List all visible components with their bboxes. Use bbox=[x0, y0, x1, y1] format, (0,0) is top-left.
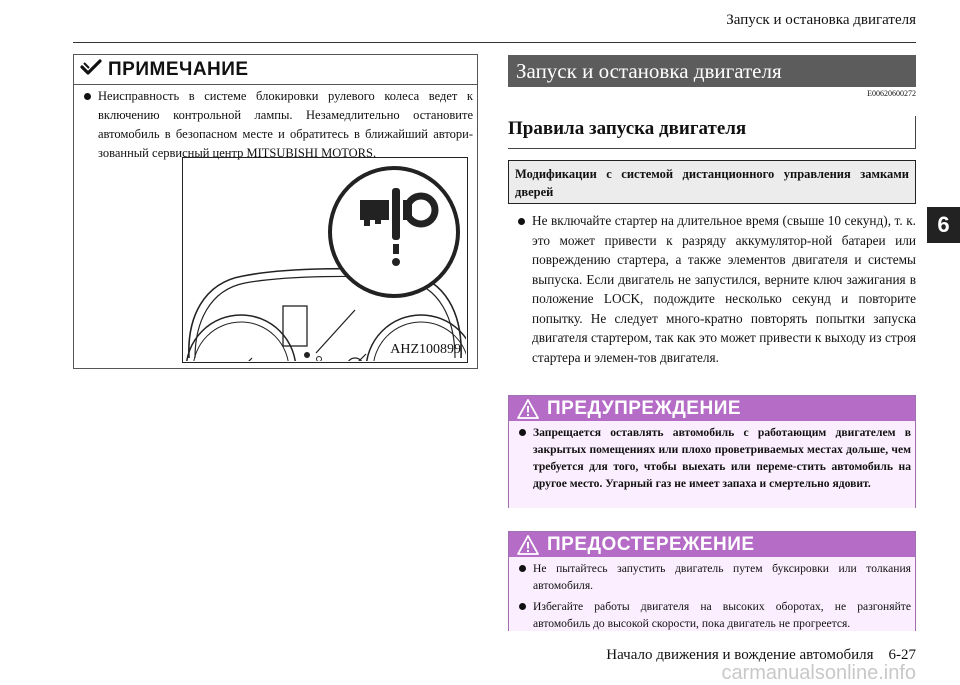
caution-box bbox=[508, 531, 916, 631]
caution-body bbox=[509, 557, 915, 631]
watermark: carmanualsonline.info bbox=[721, 662, 916, 684]
figure-id: AHZ100899 bbox=[390, 342, 461, 357]
caution-item bbox=[533, 560, 911, 594]
caution-item-text: Не пытайтесь запустить двигатель путем буксировки или толкания автомобиля. bbox=[533, 562, 911, 592]
instrument-cluster-illustration bbox=[183, 158, 466, 361]
modification-box: Модификации с системой дистанционного управления замками дверей bbox=[508, 160, 916, 204]
note-text-item bbox=[98, 87, 473, 163]
subsection-edge bbox=[915, 116, 916, 149]
bullet-icon bbox=[519, 603, 526, 610]
section-title: Запуск и остановка двигателя bbox=[516, 58, 782, 83]
warning-box bbox=[508, 395, 916, 508]
header-divider bbox=[73, 42, 916, 43]
start-rules-paragraph bbox=[532, 211, 916, 367]
note-box bbox=[73, 54, 478, 369]
warning-body bbox=[509, 421, 915, 508]
warning-text: Запрещается оставлять автомобиль с работающим двигателем в закрытых помещениях или плохо проветриваемых местах дольше, чем требуется для того, чтобы выехать или переме-стить автомобиль на другое место. Угарный газ не имеет запаха и смертельно ядовит. bbox=[533, 426, 911, 490]
start-rules-text: Не включайте стартер на длительное время (свыше 10 секунд), т. к. это может привести к разряду аккумулятор-ной батареи или повреждению стартера, а также элементов двигателя и системы выпуска. Если двигатель не запустился, верните ключ зажигания в положение LOCK, подождите несколько секунд и повторите попытку. Не следует много-кратно повторять попытки запуска двигателя стартером, так как это может привести к выходу из строя стартера и элемен-тов двигателя. bbox=[532, 213, 916, 365]
subsection-divider bbox=[508, 148, 916, 149]
subsection-title: Правила запуска двигателя bbox=[508, 118, 747, 139]
page-footer: Начало движения и вождение автомобиля 6-27 bbox=[606, 647, 916, 663]
note-text: Неисправность в системе блокировки рулевого колеса ведет к включению контрольной лампы. Незамедлительно остановите автомобиль в безопасном месте и обратитесь в ближайший автори-зованный сервисный центр MITSUBISHI MOTORS. bbox=[98, 89, 473, 160]
warning-label: ПРЕДУПРЕЖДЕНИЕ bbox=[547, 397, 742, 419]
chapter-tab: 6 bbox=[927, 207, 960, 243]
warning-triangle-icon bbox=[517, 399, 539, 419]
warning-text-item bbox=[533, 424, 911, 492]
section-code: E00620600272 bbox=[867, 89, 916, 98]
bullet-icon bbox=[84, 93, 91, 100]
warning-triangle-icon bbox=[517, 535, 539, 555]
bullet-icon bbox=[519, 429, 526, 436]
bullet-icon bbox=[518, 218, 525, 225]
note-label: ПРИМЕЧАНИЕ bbox=[108, 59, 249, 80]
pencil-check-icon bbox=[80, 59, 102, 82]
bullet-icon bbox=[519, 565, 526, 572]
caution-label: ПРЕДОСТЕРЕЖЕНИЕ bbox=[547, 533, 755, 555]
caution-list bbox=[533, 560, 911, 636]
page-header-title: Запуск и остановка двигателя bbox=[726, 12, 916, 28]
caution-item-text: Избегайте работы двигателя на высоких оборотах, не разгоняйте автомобиль до высокой скорости, пока двигатель не прогреется. bbox=[533, 600, 911, 630]
caution-item bbox=[533, 598, 911, 632]
warning-header bbox=[509, 396, 915, 421]
instrument-cluster-figure bbox=[182, 157, 468, 363]
caution-header bbox=[509, 532, 915, 557]
note-divider bbox=[74, 84, 477, 85]
section-title-bar bbox=[508, 55, 916, 87]
note-header bbox=[80, 59, 249, 81]
